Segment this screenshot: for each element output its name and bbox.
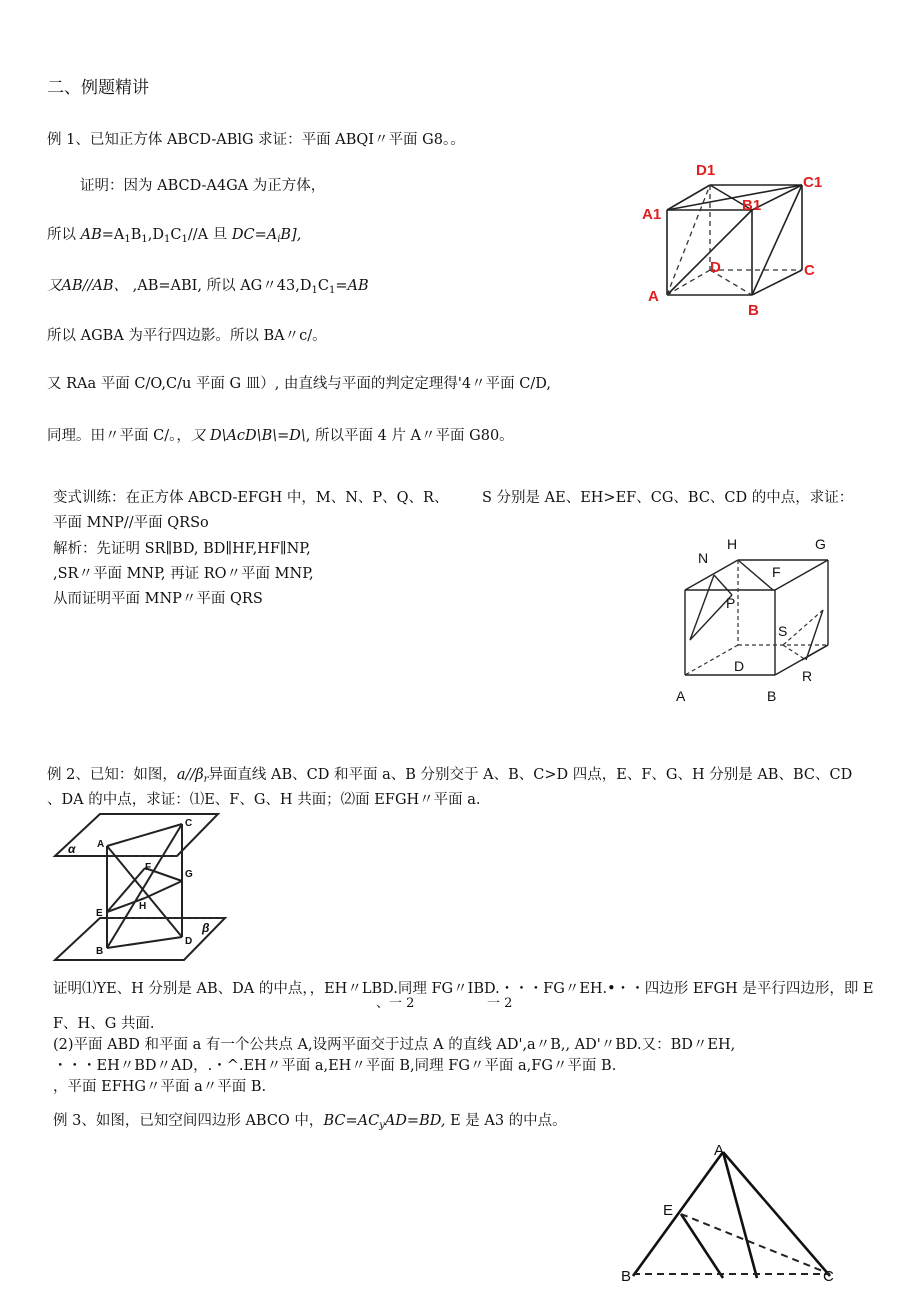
example-2-proof-line-3: (2)平面 ABD 和平面 a 有一个公共点 A,设两平面交于过点 A 的直线 AD',a〃B,, AD'〃BD.又：BD〃EH, [53, 1037, 736, 1053]
variant-line-5: 从而证明平面 MNP〃平面 QRS [53, 591, 263, 607]
example-2-line-2: 、DA 的中点，求证：⑴E、F、G、H 共面；⑵面 EFGH〃平面 a. [47, 792, 481, 808]
text-fragment: AB [347, 278, 369, 294]
label-A1: A1 [642, 206, 662, 223]
text-fragment: E 是 A3 的中点。 [450, 1113, 567, 1129]
subscript: 1 [328, 285, 336, 296]
label-D: D [710, 259, 721, 276]
label-beta: β [202, 921, 210, 935]
label-D: D [734, 658, 745, 674]
label-alpha: α [68, 842, 76, 856]
parallel-planes-figure [50, 812, 240, 962]
example-2-proof-subscript-2: 一 2 [487, 996, 513, 1011]
section-heading: 二、例题精讲 [47, 78, 149, 98]
subscript: y [379, 1120, 385, 1131]
text-fragment: 例 2、已知：如图， [47, 767, 177, 783]
text-fragment: ,AB=ABI, 所以 AG〃43,D [132, 278, 312, 294]
variant-line-3: 解析：先证明 SR∥BD, BD∥HF,HF∥NP, [53, 541, 311, 557]
example-3-line-1 [53, 1112, 567, 1135]
label-D1: D1 [696, 162, 716, 179]
text-fragment: = [335, 278, 348, 294]
variant-line-1b: S 分别是 AE、EH>EF、CG、BC、CD 的中点，求证： [482, 490, 854, 506]
subscript: 1 [181, 234, 188, 245]
cube-figure-1 [630, 155, 830, 325]
label-B: B [748, 302, 759, 319]
text-fragment: C [170, 227, 182, 243]
label-E: E [663, 1202, 674, 1219]
label-F: F [772, 564, 781, 580]
text-fragment: C [317, 278, 329, 294]
subscript: 1 [141, 234, 148, 245]
text-fragment: B], [280, 227, 302, 243]
text-fragment: 同理。田〃平面 C/。， [47, 428, 191, 444]
label-C1: C1 [803, 174, 823, 191]
example-1-proof-line-1: 证明：因为 ABCD-A4GA 为正方体， [80, 178, 326, 194]
text-fragment: 异面直线 AB、CD 和平面 a、B 分别交于 A、B、C>D 四点，E、F、G、H 分别是 AB、BC、CD [208, 767, 853, 783]
text-fragment: 所以 [47, 227, 76, 243]
label-A: A [676, 688, 686, 704]
label-H: H [727, 536, 738, 552]
example-2-line-1 [47, 766, 852, 789]
text-fragment: 又 [47, 278, 62, 294]
example-2-proof-line-2: F、H、G 共面. [53, 1016, 155, 1032]
example-2-proof-line-4: ・・・EH〃BD〃AD，.・^.EH〃平面 a,EH〃平面 B,同理 FG〃平面 a,FG〃平面 B. [53, 1058, 617, 1074]
example-1-proof-line-4: 所以 AGBA 为平行四边影。所以 BA〃c/。 [47, 328, 327, 344]
text-fragment: 又 D\AcD\B\=D\ [190, 428, 306, 444]
label-A: A [97, 839, 105, 850]
label-R: R [802, 668, 813, 684]
label-B: B [621, 1268, 632, 1285]
label-H: H [139, 901, 147, 912]
label-A: A [714, 1142, 725, 1159]
label-C: C [804, 262, 815, 279]
text-fragment: //A 旦 [187, 227, 228, 243]
subscript: i [277, 234, 281, 245]
subscript: 1 [311, 285, 318, 296]
text-fragment: 例 3、如图，已知空间四边形 ABCO 中， [53, 1113, 324, 1129]
text-fragment: DC=A [231, 227, 278, 243]
variant-line-4: ,SR〃平面 MNP, 再证 RO〃平面 MNP, [53, 566, 314, 582]
label-N: N [698, 550, 709, 566]
label-B: B [767, 688, 777, 704]
example-1-title: 例 1、已知正方体 ABCD-ABlG 求证：平面 ABQI〃平面 G8。。 [47, 132, 465, 148]
label-C: C [823, 1268, 834, 1285]
subscript: 1 [164, 234, 171, 245]
example-2-proof-line-1: 证明⑴YE、H 分别是 AB、DA 的中点，，EH〃LBD.同理 FG〃IBD.・・・FG〃EH.•・・四边形 EFGH 是平行四边形，即 E [53, 981, 874, 997]
example-1-proof-line-5: 又 RAa 平面 C/O,C/u 平面 G 皿）, 由直线与平面的判定定理得'4〃平面 C/D, [47, 376, 551, 392]
variant-line-1a: 变式训练：在正方体 ABCD-EFGH 中，M、N、P、Q、R、 [53, 490, 449, 506]
text-fragment: AB//AB、 [61, 278, 129, 294]
text-fragment: a//β [176, 767, 204, 783]
subscript: 1 [124, 234, 131, 245]
text-fragment: ,D [147, 227, 165, 243]
cube-figure-2 [670, 535, 840, 710]
text-fragment: B [130, 227, 142, 243]
label-C: C [185, 818, 193, 829]
example-2-proof-subscript-1: 、一 2 [376, 996, 415, 1011]
example-2-proof-line-5: ，平面 EFHG〃平面 a〃平面 B. [53, 1079, 267, 1095]
example-1-proof-line-6 [47, 427, 514, 445]
label-S: S [778, 623, 788, 639]
text-fragment: , 所以平面 4 片 A〃平面 G80。 [305, 428, 514, 444]
example-1-proof-line-2 [47, 226, 301, 249]
example-1-proof-line-3 [47, 277, 369, 300]
label-E: E [96, 908, 103, 919]
label-G: G [185, 869, 193, 880]
tetrahedron-figure [615, 1140, 845, 1301]
text-fragment: BC=AC [323, 1113, 380, 1129]
variant-line-2: 平面 MNP//平面 QRSo [53, 515, 209, 531]
label-B1: B1 [742, 197, 762, 214]
text-fragment: A [113, 227, 125, 243]
text-fragment: AB= [80, 227, 114, 243]
label-D: D [185, 936, 193, 947]
label-F: F [145, 862, 152, 873]
label-G: G [815, 536, 826, 552]
label-B: B [96, 946, 104, 957]
label-A: A [648, 288, 659, 305]
label-P: P [726, 595, 736, 611]
subscript: r [203, 774, 209, 785]
text-fragment: AD=BD, [384, 1113, 446, 1129]
